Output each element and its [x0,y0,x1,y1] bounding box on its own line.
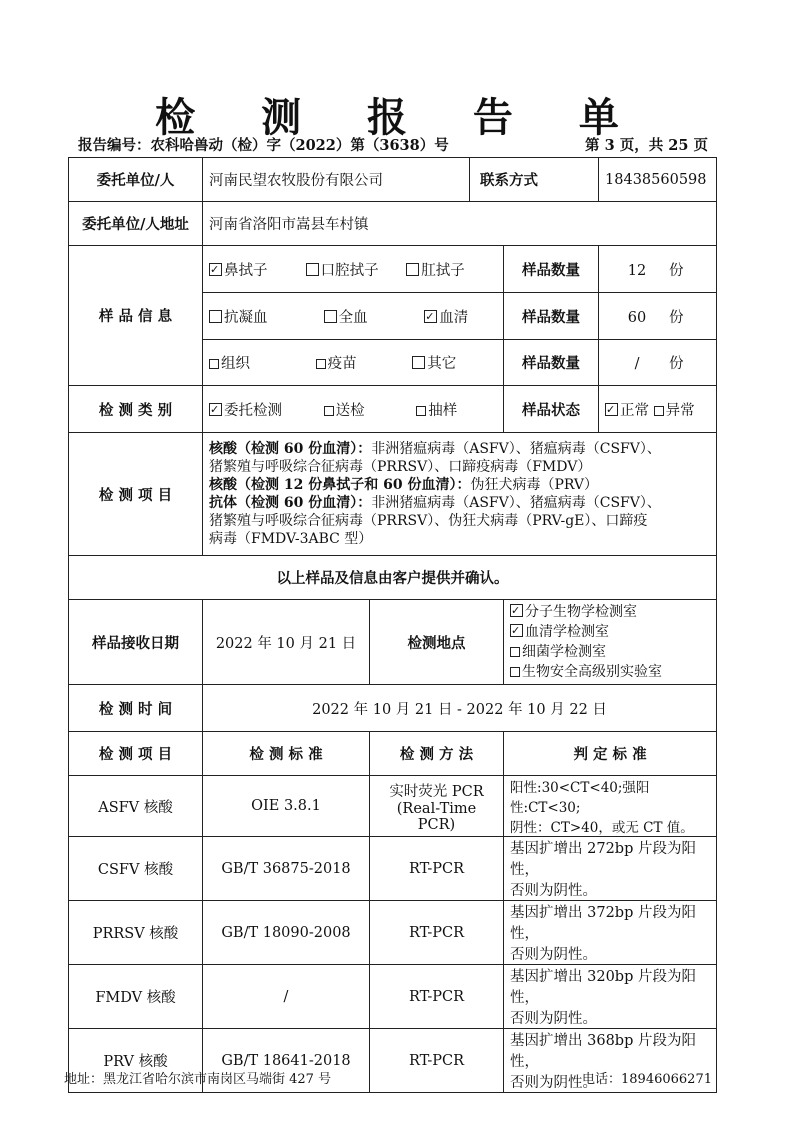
option-other[interactable]: 其它 [412,352,456,373]
checkbox-icon[interactable] [324,406,334,416]
cell-item: ASFV 核酸 [69,776,203,837]
report-number: 报告编号：农科哈兽动（检）字（2022）第（3638）号 [78,137,449,154]
qty-label-1: 样品数量 [504,246,599,293]
option-normal[interactable]: ✓ 正常 [605,399,649,420]
option-biosafety-lab[interactable]: 生物安全高级别实验室 [510,662,710,682]
test-items-line: 猪繁殖与呼吸综合征病毒（PRRSV）、口蹄疫病毒（FMDV） [209,459,592,475]
receive-date-label: 样品接收日期 [69,600,203,685]
table-row [69,776,717,837]
cell-standard: / [203,965,370,1029]
cell-item: PRV 核酸 [69,1029,203,1093]
col-header-method: 检 测 方 法 [370,732,504,776]
option-tissue[interactable]: 组织 [209,352,311,373]
test-type-label: 检 测 类 别 [69,386,203,433]
test-items-line: 猪繁殖与呼吸综合征病毒（PRRSV）、伪狂犬病毒（PRV-gE）、口蹄疫 [209,513,648,529]
option-molecular-lab[interactable]: ✓分子生物学检测室 [510,602,710,622]
test-items-content [203,433,717,556]
sample-state-label: 样品状态 [504,386,599,433]
checkbox-icon[interactable] [209,310,222,323]
checkbox-icon[interactable] [510,624,523,637]
qty-label-3: 样品数量 [504,340,599,386]
option-abnormal[interactable]: 异常 [654,399,695,420]
checkbox-icon[interactable] [654,406,664,416]
test-items-label: 检 测 项 目 [69,433,203,556]
cell-item: PRRSV 核酸 [69,901,203,965]
client-label: 委托单位/人 [69,158,203,202]
cell-method: 实时荧光 PCR (Real-Time PCR) [370,776,504,837]
table-row [69,901,717,965]
receive-date-value: 2022 年 10 月 21 日 [203,600,370,685]
qty-cell-2: 60 份 [599,293,717,340]
test-items-line: 抗体（检测 60 份血清）：非洲猪瘟病毒（ASFV）、猪瘟病毒（CSFV）、 [209,495,661,511]
qty-cell-1: 12 份 [599,246,717,293]
cell-standard: GB/T 18641-2018 [203,1029,370,1093]
option-oral-swab[interactable]: 口腔拭子 [306,259,402,280]
cell-standard: GB/T 36875-2018 [203,837,370,901]
report-title: 检 测 报 告 单 [155,94,645,141]
test-location-label: 检测地点 [370,600,504,685]
cell-method: RT-PCR [370,837,504,901]
option-commissioned[interactable]: ✓ 委托检测 [209,399,319,420]
checkbox-icon[interactable] [424,310,437,323]
cell-standard: GB/T 18090-2008 [203,901,370,965]
checkbox-icon[interactable] [209,359,219,369]
table-row [69,965,717,1029]
option-anal-swab[interactable]: 肛拭子 [406,259,465,280]
option-submitted[interactable]: 送检 [324,399,412,420]
qty-label-2: 样品数量 [504,293,599,340]
sample-options-row-1 [203,246,504,293]
address-value: 河南省洛阳市嵩县车村镇 [203,202,717,246]
cell-method: RT-PCR [370,1029,504,1093]
cell-method: RT-PCR [370,901,504,965]
test-location-options [504,600,717,685]
col-header-item: 检 测 项 目 [69,732,203,776]
table-row [69,837,717,901]
checkbox-icon[interactable] [416,406,426,416]
cell-criteria: 基因扩增出 272bp 片段为阳性， 否则为阴性。 [504,837,717,901]
checkbox-icon[interactable] [412,356,425,369]
checkbox-icon[interactable] [209,263,222,276]
option-anticoagulant[interactable]: 抗凝血 [209,306,319,327]
cell-method: RT-PCR [370,965,504,1029]
page-info: 第 3 页，共 25 页 [585,137,708,154]
option-whole-blood[interactable]: 全血 [324,306,420,327]
contact-value: 18438560598 [599,158,717,202]
test-time-label: 检 测 时 间 [69,685,203,732]
test-type-options [203,386,504,433]
checkbox-icon[interactable] [316,359,326,369]
sample-options-row-2 [203,293,504,340]
qty-cell-3: / 份 [599,340,717,386]
test-time-value: 2022 年 10 月 21 日 - 2022 年 10 月 22 日 [203,685,717,732]
checkbox-icon[interactable] [605,403,618,416]
option-nasal-swab[interactable]: ✓鼻拭子 [209,259,301,280]
test-items-line: 核酸（检测 12 份鼻拭子和 60 份血清）：伪狂犬病毒（PRV） [209,477,599,493]
cell-criteria: 基因扩增出 320bp 片段为阳性， 否则为阴性。 [504,965,717,1029]
test-items-line: 核酸（检测 60 份血清）：非洲猪瘟病毒（ASFV）、猪瘟病毒（CSFV）、 [209,441,661,457]
option-serology-lab[interactable]: ✓血清学检测室 [510,622,710,642]
checkbox-icon[interactable] [209,403,222,416]
contact-label: 联系方式 [470,158,599,202]
address-label: 委托单位/人地址 [69,202,203,246]
report-table [68,157,717,1093]
confirm-text: 以上样品及信息由客户提供并确认。 [69,556,717,600]
checkbox-icon[interactable] [510,647,520,657]
cell-standard: OIE 3.8.1 [203,776,370,837]
sample-state-options [599,386,717,433]
sample-options-row-3 [203,340,504,386]
checkbox-icon[interactable] [510,604,523,617]
col-header-standard: 检 测 标 准 [203,732,370,776]
test-items-line: 病毒（FMDV-3ABC 型） [209,531,373,547]
cell-criteria: 基因扩增出 368bp 片段为阳性， 否则为阴性。 [504,1029,717,1093]
option-serum[interactable]: ✓ 血清 [424,306,468,327]
footer-address: 地址：黑龙江省哈尔滨市南岗区马端街 427 号 [64,1072,332,1087]
option-bacteriology-lab[interactable]: 细菌学检测室 [510,642,710,662]
checkbox-icon[interactable] [406,263,419,276]
checkbox-icon[interactable] [306,263,319,276]
cell-item: CSFV 核酸 [69,837,203,901]
footer-phone: 电话：18946066271 [582,1072,712,1087]
option-sampling[interactable]: 抽样 [416,399,457,420]
cell-criteria: 阳性:30<CT<40;强阳性:CT<30; 阴性：CT>40，或无 CT 值。 [504,776,717,837]
client-value: 河南民望农牧股份有限公司 [203,158,470,202]
checkbox-icon[interactable] [510,667,520,677]
option-vaccine[interactable]: 疫苗 [316,352,408,373]
cell-item: FMDV 核酸 [69,965,203,1029]
cell-criteria: 基因扩增出 372bp 片段为阳性， 否则为阴性。 [504,901,717,965]
sample-info-label: 样 品 信 息 [69,246,203,386]
checkbox-icon[interactable] [324,310,337,323]
col-header-criteria: 判 定 标 准 [504,732,717,776]
